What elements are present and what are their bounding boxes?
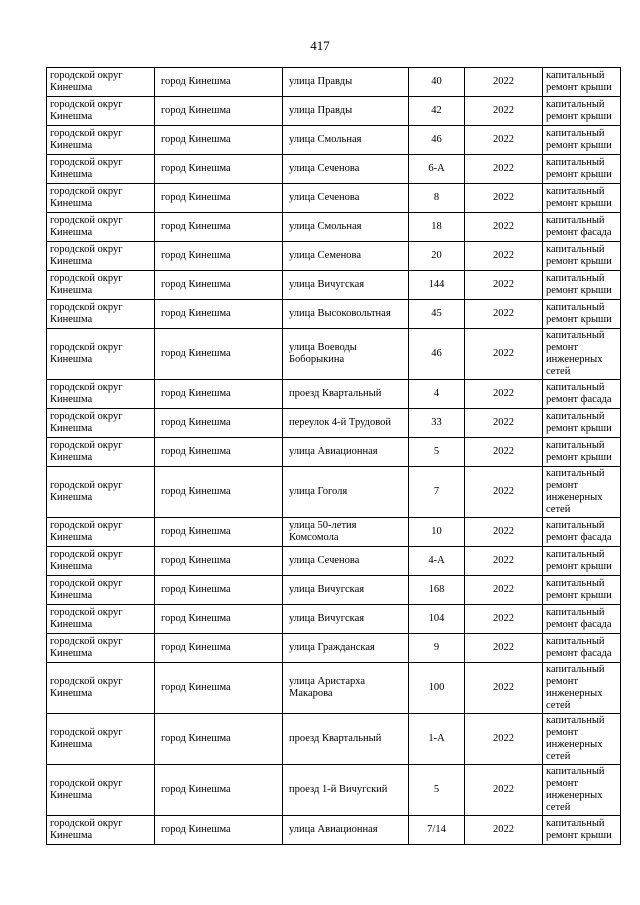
okrug-cell: городской округ Кинешма: [47, 155, 155, 184]
year-cell: 2022: [465, 126, 543, 155]
street-cell: проезд 1-й Вичугский: [283, 765, 409, 816]
house-number-cell: 104: [409, 605, 465, 634]
street-cell: улица 50-летия Комсомола: [283, 518, 409, 547]
okrug-cell: городской округ Кинешма: [47, 765, 155, 816]
table-row: [47, 816, 621, 845]
okrug-cell: городской округ Кинешма: [47, 300, 155, 329]
year-cell: 2022: [465, 68, 543, 97]
house-number-cell: 4: [409, 380, 465, 409]
house-number-cell: 6-А: [409, 155, 465, 184]
city-cell: город Кинешма: [155, 518, 283, 547]
registry-body: [47, 68, 621, 845]
okrug-cell: городской округ Кинешма: [47, 714, 155, 765]
year-cell: 2022: [465, 438, 543, 467]
table-row: [47, 765, 621, 816]
table-row: [47, 184, 621, 213]
work-type-cell: капитальный ремонт инженерных сетей: [543, 765, 621, 816]
street-cell: проезд Квартальный: [283, 380, 409, 409]
house-number-cell: 100: [409, 663, 465, 714]
okrug-cell: городской округ Кинешма: [47, 438, 155, 467]
city-cell: город Кинешма: [155, 409, 283, 438]
street-cell: улица Сеченова: [283, 547, 409, 576]
work-type-cell: капитальный ремонт крыши: [543, 300, 621, 329]
table-row: [47, 300, 621, 329]
city-cell: город Кинешма: [155, 380, 283, 409]
table-row: [47, 714, 621, 765]
work-type-cell: капитальный ремонт крыши: [543, 271, 621, 300]
okrug-cell: городской округ Кинешма: [47, 380, 155, 409]
city-cell: город Кинешма: [155, 68, 283, 97]
city-cell: город Кинешма: [155, 663, 283, 714]
work-type-cell: капитальный ремонт фасада: [543, 213, 621, 242]
city-cell: город Кинешма: [155, 271, 283, 300]
table-row: [47, 97, 621, 126]
okrug-cell: городской округ Кинешма: [47, 576, 155, 605]
city-cell: город Кинешма: [155, 300, 283, 329]
work-type-cell: капитальный ремонт крыши: [543, 409, 621, 438]
table-row: [47, 518, 621, 547]
work-type-cell: капитальный ремонт крыши: [543, 242, 621, 271]
okrug-cell: городской округ Кинешма: [47, 184, 155, 213]
work-type-cell: капитальный ремонт фасада: [543, 605, 621, 634]
table-row: [47, 380, 621, 409]
city-cell: город Кинешма: [155, 329, 283, 380]
street-cell: улица Смольная: [283, 126, 409, 155]
street-cell: улица Гражданская: [283, 634, 409, 663]
street-cell: улица Аристарха Макарова: [283, 663, 409, 714]
table-row: [47, 663, 621, 714]
work-type-cell: капитальный ремонт инженерных сетей: [543, 329, 621, 380]
year-cell: 2022: [465, 816, 543, 845]
street-cell: улица Правды: [283, 97, 409, 126]
year-cell: 2022: [465, 518, 543, 547]
house-number-cell: 8: [409, 184, 465, 213]
house-number-cell: 4-А: [409, 547, 465, 576]
work-type-cell: капитальный ремонт фасада: [543, 380, 621, 409]
work-type-cell: капитальный ремонт крыши: [543, 68, 621, 97]
table-row: [47, 329, 621, 380]
house-number-cell: 1-А: [409, 714, 465, 765]
year-cell: 2022: [465, 380, 543, 409]
house-number-cell: 7/14: [409, 816, 465, 845]
house-number-cell: 144: [409, 271, 465, 300]
year-cell: 2022: [465, 409, 543, 438]
year-cell: 2022: [465, 300, 543, 329]
street-cell: проезд Квартальный: [283, 714, 409, 765]
work-type-cell: капитальный ремонт фасада: [543, 634, 621, 663]
year-cell: 2022: [465, 634, 543, 663]
okrug-cell: городской округ Кинешма: [47, 213, 155, 242]
street-cell: улица Сеченова: [283, 184, 409, 213]
city-cell: город Кинешма: [155, 605, 283, 634]
city-cell: город Кинешма: [155, 155, 283, 184]
okrug-cell: городской округ Кинешма: [47, 663, 155, 714]
house-number-cell: 7: [409, 467, 465, 518]
work-type-cell: капитальный ремонт крыши: [543, 126, 621, 155]
year-cell: 2022: [465, 467, 543, 518]
city-cell: город Кинешма: [155, 634, 283, 663]
city-cell: город Кинешма: [155, 714, 283, 765]
city-cell: город Кинешма: [155, 126, 283, 155]
house-number-cell: 40: [409, 68, 465, 97]
city-cell: город Кинешма: [155, 765, 283, 816]
city-cell: город Кинешма: [155, 213, 283, 242]
table-row: [47, 576, 621, 605]
street-cell: улица Правды: [283, 68, 409, 97]
table-row: [47, 547, 621, 576]
page-number: 417: [310, 38, 330, 53]
street-cell: улица Вичугская: [283, 271, 409, 300]
okrug-cell: городской округ Кинешма: [47, 634, 155, 663]
city-cell: город Кинешма: [155, 438, 283, 467]
okrug-cell: городской округ Кинешма: [47, 816, 155, 845]
street-cell: улица Семенова: [283, 242, 409, 271]
house-number-cell: 45: [409, 300, 465, 329]
city-cell: город Кинешма: [155, 467, 283, 518]
year-cell: 2022: [465, 663, 543, 714]
work-type-cell: капитальный ремонт крыши: [543, 97, 621, 126]
city-cell: город Кинешма: [155, 242, 283, 271]
city-cell: город Кинешма: [155, 184, 283, 213]
house-number-cell: 46: [409, 126, 465, 155]
year-cell: 2022: [465, 184, 543, 213]
work-type-cell: капитальный ремонт крыши: [543, 438, 621, 467]
work-type-cell: капитальный ремонт инженерных сетей: [543, 663, 621, 714]
okrug-cell: городской округ Кинешма: [47, 97, 155, 126]
year-cell: 2022: [465, 155, 543, 184]
work-type-cell: капитальный ремонт крыши: [543, 155, 621, 184]
street-cell: улица Гоголя: [283, 467, 409, 518]
table-row: [47, 213, 621, 242]
street-cell: улица Авиационная: [283, 438, 409, 467]
table-row: [47, 242, 621, 271]
year-cell: 2022: [465, 765, 543, 816]
okrug-cell: городской округ Кинешма: [47, 409, 155, 438]
table-row: [47, 467, 621, 518]
year-cell: 2022: [465, 242, 543, 271]
okrug-cell: городской округ Кинешма: [47, 467, 155, 518]
year-cell: 2022: [465, 714, 543, 765]
table-row: [47, 68, 621, 97]
street-cell: улица Смольная: [283, 213, 409, 242]
street-cell: улица Авиационная: [283, 816, 409, 845]
house-number-cell: 46: [409, 329, 465, 380]
table-row: [47, 438, 621, 467]
house-number-cell: 10: [409, 518, 465, 547]
table-row: [47, 634, 621, 663]
year-cell: 2022: [465, 271, 543, 300]
work-type-cell: капитальный ремонт крыши: [543, 184, 621, 213]
okrug-cell: городской округ Кинешма: [47, 605, 155, 634]
year-cell: 2022: [465, 97, 543, 126]
house-number-cell: 168: [409, 576, 465, 605]
okrug-cell: городской округ Кинешма: [47, 329, 155, 380]
year-cell: 2022: [465, 547, 543, 576]
work-type-cell: капитальный ремонт крыши: [543, 576, 621, 605]
okrug-cell: городской округ Кинешма: [47, 547, 155, 576]
house-number-cell: 20: [409, 242, 465, 271]
repair-registry-table: [46, 67, 621, 845]
year-cell: 2022: [465, 576, 543, 605]
street-cell: улица Вичугская: [283, 576, 409, 605]
table-row: [47, 271, 621, 300]
city-cell: город Кинешма: [155, 97, 283, 126]
okrug-cell: городской округ Кинешма: [47, 242, 155, 271]
street-cell: улица Высоковольтная: [283, 300, 409, 329]
house-number-cell: 9: [409, 634, 465, 663]
table-row: [47, 126, 621, 155]
okrug-cell: городской округ Кинешма: [47, 518, 155, 547]
year-cell: 2022: [465, 213, 543, 242]
city-cell: город Кинешма: [155, 547, 283, 576]
street-cell: улица Сеченова: [283, 155, 409, 184]
street-cell: улица Вичугская: [283, 605, 409, 634]
house-number-cell: 33: [409, 409, 465, 438]
house-number-cell: 42: [409, 97, 465, 126]
year-cell: 2022: [465, 329, 543, 380]
work-type-cell: капитальный ремонт крыши: [543, 547, 621, 576]
work-type-cell: капитальный ремонт крыши: [543, 816, 621, 845]
table-row: [47, 605, 621, 634]
work-type-cell: капитальный ремонт инженерных сетей: [543, 714, 621, 765]
table-row: [47, 155, 621, 184]
city-cell: город Кинешма: [155, 576, 283, 605]
street-cell: улица Воеводы Боборыкина: [283, 329, 409, 380]
city-cell: город Кинешма: [155, 816, 283, 845]
okrug-cell: городской округ Кинешма: [47, 68, 155, 97]
work-type-cell: капитальный ремонт инженерных сетей: [543, 467, 621, 518]
street-cell: переулок 4-й Трудовой: [283, 409, 409, 438]
year-cell: 2022: [465, 605, 543, 634]
okrug-cell: городской округ Кинешма: [47, 271, 155, 300]
work-type-cell: капитальный ремонт фасада: [543, 518, 621, 547]
okrug-cell: городской округ Кинешма: [47, 126, 155, 155]
house-number-cell: 5: [409, 438, 465, 467]
house-number-cell: 18: [409, 213, 465, 242]
house-number-cell: 5: [409, 765, 465, 816]
table-row: [47, 409, 621, 438]
